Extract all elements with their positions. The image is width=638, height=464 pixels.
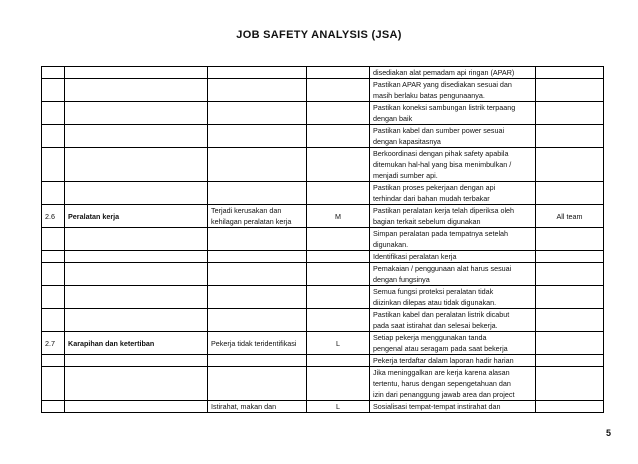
- document-title: JOB SAFETY ANALYSIS (JSA): [236, 29, 402, 41]
- no-cell: [42, 67, 65, 79]
- activity-cell: [65, 309, 208, 332]
- responsible-cell: [536, 332, 604, 355]
- responsible-cell: [536, 67, 604, 79]
- table-row: [42, 205, 604, 228]
- responsible-cell: [536, 182, 604, 205]
- control-line: Berkoordinasi dengan pihak safety apabila: [373, 149, 509, 158]
- activity-cell: Karapihan dan ketertiban: [65, 332, 208, 355]
- control-line: pada saat istirahat dan selesai bekerja.: [373, 321, 498, 330]
- activity-cell: [65, 125, 208, 148]
- control-line: pengenal atau seragam pada saat bekerja: [373, 344, 508, 353]
- hazard-cell: [208, 367, 307, 401]
- risk-cell: [307, 79, 370, 102]
- table-row: [42, 67, 604, 79]
- control-line: Pemakaian / penggunaan alat harus sesuai: [373, 264, 512, 273]
- hazard-cell: [208, 79, 307, 102]
- control-line: terhindar dari bahan mudah terbakar: [373, 194, 490, 203]
- responsible-cell: [536, 355, 604, 367]
- responsible-cell: [536, 148, 604, 182]
- control-line: Pastikan koneksi sambungan listrik terpaang: [373, 103, 516, 112]
- control-cell: [370, 367, 536, 401]
- control-cell: [370, 67, 536, 79]
- control-line: Pastikan kabel dan sumber power sesuai: [373, 126, 505, 135]
- table-row: [42, 79, 604, 102]
- responsible-cell: [536, 79, 604, 102]
- risk-cell: [307, 309, 370, 332]
- control-cell: [370, 148, 536, 182]
- control-line: disediakan alat pemadam api ringan (APAR): [373, 68, 515, 77]
- control-line: Pastikan kabel dan peralatan listrik dicabut: [373, 310, 510, 319]
- control-line: izin dari penanggung jawab area dan project: [373, 390, 515, 399]
- table-row: [42, 148, 604, 182]
- table-row: [42, 332, 604, 355]
- activity-cell: [65, 286, 208, 309]
- hazard-line: Istirahat, makan dan: [211, 402, 277, 411]
- control-line: Setiap pekerja menggunakan tanda: [373, 333, 487, 342]
- table-row: [42, 355, 604, 367]
- control-line: ditemukan hal-hal yang bisa menimbulkan /: [373, 160, 512, 169]
- risk-cell: [307, 367, 370, 401]
- table-row: [42, 102, 604, 125]
- no-cell: 2.6: [42, 205, 65, 228]
- no-cell: [42, 401, 65, 413]
- control-cell: [370, 309, 536, 332]
- table-row: [42, 309, 604, 332]
- hazard-cell: [208, 102, 307, 125]
- hazard-cell: [208, 182, 307, 205]
- table-row: [42, 367, 604, 401]
- risk-cell: [307, 355, 370, 367]
- hazard-cell: [208, 355, 307, 367]
- hazard-cell: [208, 148, 307, 182]
- activity-cell: [65, 401, 208, 413]
- no-cell: 2.7: [42, 332, 65, 355]
- hazard-cell: [208, 263, 307, 286]
- control-line: dengan fungsinya: [373, 275, 430, 284]
- control-cell: [370, 251, 536, 263]
- risk-cell: [307, 182, 370, 205]
- no-cell: [42, 79, 65, 102]
- hazard-cell: [208, 205, 307, 228]
- activity-cell: Peralatan kerja: [65, 205, 208, 228]
- activity-cell: [65, 251, 208, 263]
- control-cell: [370, 332, 536, 355]
- no-cell: [42, 182, 65, 205]
- control-cell: [370, 286, 536, 309]
- risk-cell: [307, 67, 370, 79]
- control-line: Jika meninggalkan are kerja karena alasan: [373, 368, 510, 377]
- control-cell: [370, 182, 536, 205]
- responsible-cell: [536, 228, 604, 251]
- risk-cell: [307, 228, 370, 251]
- control-cell: [370, 263, 536, 286]
- risk-cell: [307, 286, 370, 309]
- hazard-cell: [208, 251, 307, 263]
- hazard-line: kehilagan peralatan kerja: [211, 217, 292, 226]
- responsible-cell: [536, 367, 604, 401]
- table-row: [42, 401, 604, 413]
- control-line: Sosialisasi tempat-tempat instirahat dan: [373, 402, 501, 411]
- control-line: Pastikan proses pekerjaan dengan api: [373, 183, 496, 192]
- activity-cell: [65, 228, 208, 251]
- no-cell: [42, 228, 65, 251]
- no-cell: [42, 367, 65, 401]
- control-line: Pekerja terdaftar dalam laporan hadir harian: [373, 356, 514, 365]
- risk-cell: L: [307, 401, 370, 413]
- hazard-cell: [208, 228, 307, 251]
- responsible-cell: [536, 286, 604, 309]
- table-row: [42, 125, 604, 148]
- control-cell: [370, 355, 536, 367]
- control-line: digunakan.: [373, 240, 409, 249]
- no-cell: [42, 102, 65, 125]
- responsible-cell: All team: [536, 205, 604, 228]
- activity-cell: [65, 148, 208, 182]
- control-cell: [370, 102, 536, 125]
- no-cell: [42, 251, 65, 263]
- control-cell: [370, 79, 536, 102]
- activity-cell: [65, 355, 208, 367]
- control-line: diizinkan dilepas atau tidak digunakan.: [373, 298, 497, 307]
- responsible-cell: [536, 125, 604, 148]
- activity-cell: [65, 367, 208, 401]
- control-line: dengan baik: [373, 114, 413, 123]
- table-row: [42, 263, 604, 286]
- risk-cell: L: [307, 332, 370, 355]
- risk-cell: [307, 125, 370, 148]
- hazard-cell: [208, 125, 307, 148]
- control-line: bagian terkait sebelum digunakan: [373, 217, 481, 226]
- responsible-cell: [536, 263, 604, 286]
- control-cell: [370, 228, 536, 251]
- activity-cell: [65, 263, 208, 286]
- risk-cell: [307, 102, 370, 125]
- control-line: menjadi sumber api.: [373, 171, 438, 180]
- page-number: 5: [605, 428, 611, 438]
- hazard-cell: [208, 286, 307, 309]
- risk-cell: [307, 251, 370, 263]
- control-line: Identifikasi peralatan kerja: [373, 252, 457, 261]
- responsible-cell: [536, 251, 604, 263]
- activity-cell: [65, 79, 208, 102]
- risk-cell: M: [307, 205, 370, 228]
- table-row: [42, 182, 604, 205]
- no-cell: [42, 148, 65, 182]
- responsible-cell: [536, 102, 604, 125]
- hazard-cell: Pekerja tidak teridentifikasi: [208, 332, 307, 355]
- jsa-table: [41, 66, 604, 413]
- control-cell: [370, 205, 536, 228]
- control-line: Simpan peralatan pada tempatnya setelah: [373, 229, 509, 238]
- control-cell: [370, 401, 536, 413]
- control-cell: [370, 125, 536, 148]
- hazard-cell: [208, 401, 307, 413]
- activity-cell: [65, 67, 208, 79]
- table-row: [42, 286, 604, 309]
- no-cell: [42, 125, 65, 148]
- hazard-line: Terjadi kerusakan dan: [211, 206, 282, 215]
- no-cell: [42, 263, 65, 286]
- table-row: [42, 228, 604, 251]
- risk-cell: [307, 148, 370, 182]
- control-line: Semua fungsi proteksi peralatan tidak: [373, 287, 494, 296]
- hazard-cell: [208, 309, 307, 332]
- activity-cell: [65, 102, 208, 125]
- control-line: Pastikan APAR yang disediakan sesuai dan: [373, 80, 512, 89]
- no-cell: [42, 286, 65, 309]
- responsible-cell: [536, 401, 604, 413]
- activity-cell: [65, 182, 208, 205]
- responsible-cell: [536, 309, 604, 332]
- hazard-cell: [208, 67, 307, 79]
- control-line: dengan kapasitasnya: [373, 137, 441, 146]
- control-line: tertentu, harus dengan sepengetahuan dan: [373, 379, 511, 388]
- control-line: masih berlaku batas pengunaanya.: [373, 91, 485, 100]
- table-row: [42, 251, 604, 263]
- control-line: Pastikan peralatan kerja telah diperiksa oleh: [373, 206, 515, 215]
- no-cell: [42, 355, 65, 367]
- risk-cell: [307, 263, 370, 286]
- no-cell: [42, 309, 65, 332]
